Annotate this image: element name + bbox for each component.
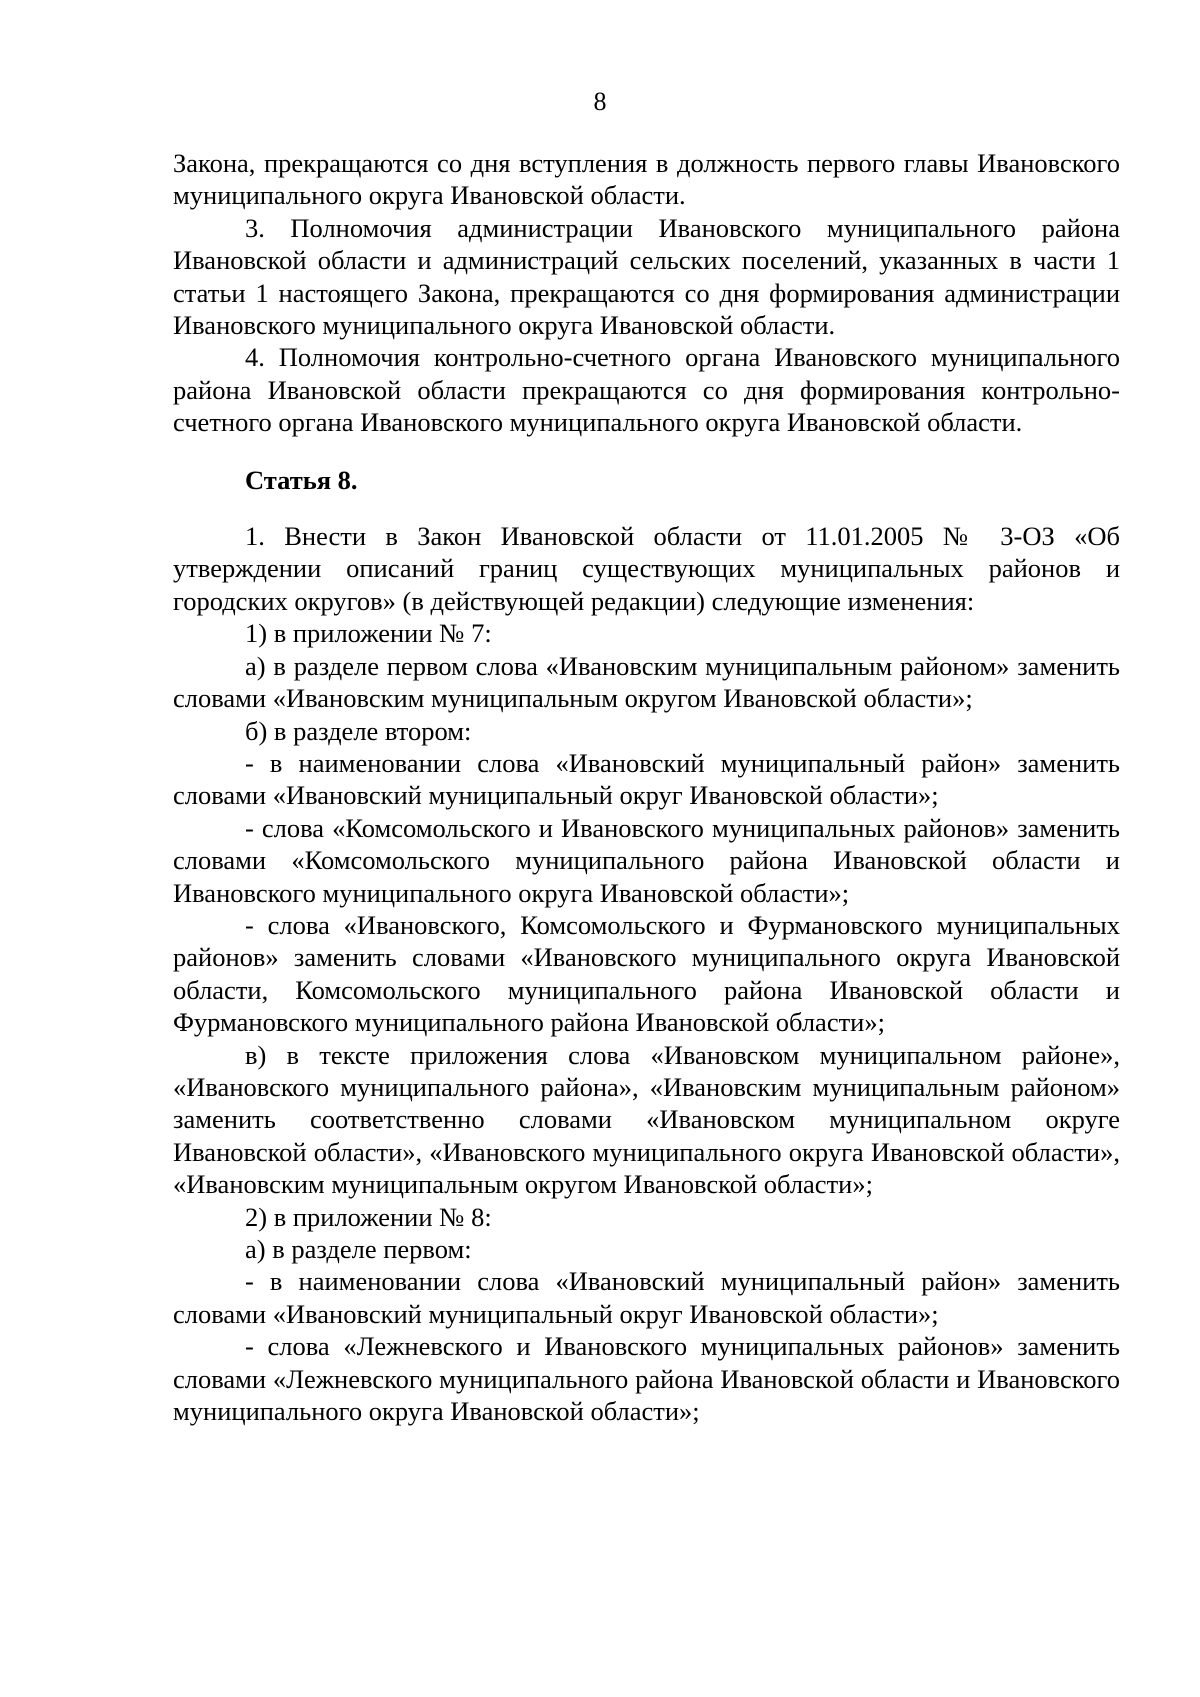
paragraph-continuation: Закона, прекращаются со дня вступления в должность первого главы Ивановского муниципального округа Ивановской области. bbox=[173, 148, 1120, 211]
paragraph-subitem-1b: б) в разделе втором: bbox=[245, 715, 472, 746]
paragraph-subitem-2: 2) в приложении № 8: bbox=[245, 1201, 492, 1232]
article-heading: Статья 8. bbox=[245, 464, 358, 495]
paragraph-dash-item: - в наименовании слова «Ивановский муниципальный район» заменить словами «Ивановский муниципальный округ Ивановской области»; bbox=[173, 747, 1120, 811]
paragraph-subitem-2a: а) в разделе первом: bbox=[245, 1234, 472, 1264]
paragraph-dash-item: - слова «Комсомольского и Ивановского муниципальных районов» заменить словами «Комсомольского муниципального района Ивановской области и Ивановского муниципального округа Ивановской области»; bbox=[173, 812, 1120, 908]
paragraph-article-8-item-1: 1. Внести в Закон Ивановской области от 11.01.2005 № 3-ОЗ «Об утверждении описаний границ существующих муниципальных районов и городских округов» (в действующей редакции) следующие изменения: bbox=[173, 521, 1120, 616]
document-body bbox=[173, 147, 1120, 1427]
paragraph-dash-item: - слова «Лежневского и Ивановского муниципальных районов» заменить словами «Лежневского муниципального района Ивановской области и Ивановского муниципального округа Ивановской области»; bbox=[173, 1331, 1120, 1427]
paragraph-item-4: 4. Полномочия контрольно-счетного органа Ивановского муниципального района Ивановской области прекращаются со дня формирования контрольно-счетного органа Ивановского муниципального округа Ивановской области. bbox=[173, 342, 1120, 438]
paragraph-subitem-1: 1) в приложении № 7: bbox=[245, 618, 492, 649]
paragraph-subitem-1a: а) в разделе первом слова «Ивановским муниципальным районом» заменить словами «Ивановским муниципальным округом Ивановской области»; bbox=[173, 650, 1120, 714]
paragraph-item-3: 3. Полномочия администрации Ивановского муниципального района Ивановской области и администраций сельских поселений, указанных в части 1 статьи 1 настоящего Закона, прекращаются со дня формирования администрации Ивановского муниципального округа Ивановской области. bbox=[173, 212, 1120, 341]
paragraph-dash-item: - в наименовании слова «Ивановский муниципальный район» заменить словами «Ивановский муниципальный округ Ивановской области»; bbox=[173, 1266, 1120, 1329]
paragraph-subitem-1v: в) в тексте приложения слова «Ивановском муниципальном районе», «Ивановского муниципального района», «Ивановским муниципальным районом» заменить соответственно словами «Ивановском муниципальном округе Ивановской области», «Ивановского муниципального округа Ивановской области», «Ивановским муниципальным округом Ивановской области»; bbox=[173, 1039, 1120, 1200]
paragraph-dash-item: - слова «Ивановского, Комсомольского и Фурмановского муниципальных районов» заменить словами «Ивановского муниципального округа Ивановской области, Комсомольского муниципального района Ивановской области и Фурмановского муниципального района Ивановской области»; bbox=[173, 909, 1120, 1038]
page-number: 8 bbox=[593, 87, 607, 116]
